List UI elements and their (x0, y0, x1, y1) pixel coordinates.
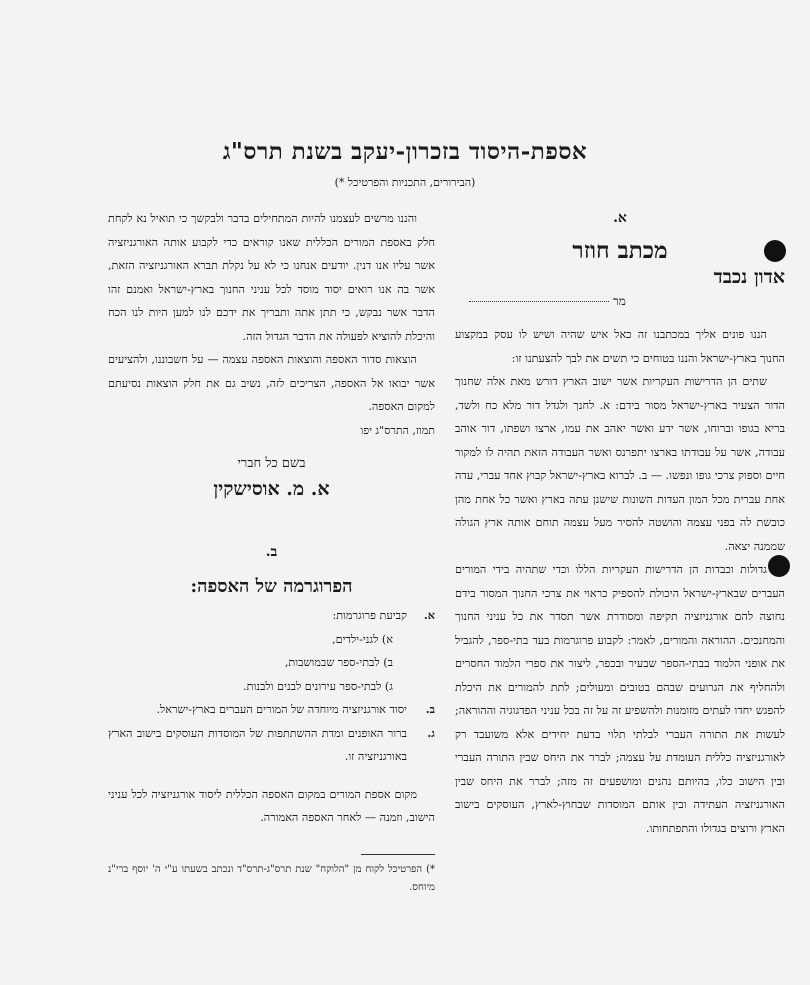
program-closing: מקום אספת המורים במקום האספה הכללית ליסוד אורגניזציה לכל עניני הישוב, וזמנה — לאחר האספה האמורה. (108, 787, 435, 824)
document-subtitle: (הבירורים, התכניות והפרטיכל *) (334, 176, 476, 189)
program-item (108, 604, 435, 628)
addressee: אדון נכבד (713, 266, 785, 288)
program-heading: הפרוגרמה של האספה: (190, 575, 353, 597)
program-item-text: קביעת פרוגרמות: (332, 609, 407, 622)
mr-label: מר (612, 293, 626, 308)
footnote: *) הפרטיכל לקוח מן "הלוקח" שנת תרס"ג-תרס"ד ונכתב בשעתו ע"י ה' יוסף ברי"נ מיוחס. (108, 863, 435, 893)
section-a-mark: א. (613, 210, 627, 226)
left-paragraph-2: הוצאות סדור האספה והוצאות האספה עצמה — על חשבוננו, ולהציעים אשר יבואו אל האספה, הצריכים לזה, נשיב גם את חלק הוצאות נסיעתם למקום האספה. (108, 353, 435, 413)
right-paragraph-3: גדולות וכבדות הן הדרישות העקריות הללו וכדי שתהיה בידי המורים העברים שבארץ-ישראל היכולת להספיק כראוי את צרכי החנוך המסור בידם נחוצה להם אורגניזציה תקיפה ומסודרת אשר תסדר את כל עניני החנוך והמחנכים. ההוראה והמורים, לאמר: לקבוע פרוגרמות בעד בתי-ספר, להגביל את אופני הלמוד בבתי-הספר שבעיר ובכפר, ליצור את ספרי הלמוד החסרים ולהחליף את הגרועים שבהם בטובים ומעולים; לתת להמורים את היכלת להפגש יחדו לעתים מזומנות ולהשפיע זה על זה בכל עניני הפדגוגיה וההוראה; לעשות את התורה העברי לבלתי תלוי בדעת יחידים אלא משועבד רק לאורגניזציה כללית העומדת על עצמה; לברר את היחס שבין התורה העברי ובין הישוב כלו, בהיותם נהנים ומושפעים זה מזה; לברר את היחס שבין האורגניזציה העתידה ובין אותם המוסדות שבחוץ-לארץ, העוסקים בישוב הארץ ורוצים בגדולו והתפתחותו. (455, 563, 785, 835)
program-item (108, 722, 435, 769)
circular-letter-heading: מכתב חוזר (572, 236, 668, 264)
footnote-rule (361, 854, 435, 855)
mr-dotted-line (469, 301, 609, 302)
letter-date: תמוז, התרס"ג יפו (360, 423, 435, 437)
program-subitem: ב) לבתי-ספר שבמושבות, (284, 656, 393, 669)
left-paragraph-1: והננו מרשים לעצמנו להיות המתחילים בדבר ולבקשך כי תואיל נא לקחת חלק באספת המורים הכללית שאנו קוראים כדי לקבוע אותה האורגניזציה אשר עליו אנו דנין. יודעים אנחנו כי לא על נקלת תברא האורגניזציה הזאת, אשר בה אנו רואים יסוד מוסד לכל עניני החנוך בארץ-ישראל ואמנם זהו הדבר אשר נבקש, כי תתן אתה ותבריך את ידכם לנו למען היות לנו הכח והיכלת להוציא לפעולה את הדבר הגדול הזה. (108, 212, 435, 343)
letter-signature: א. מ. אוסישקין (213, 477, 330, 500)
program-item (108, 698, 435, 722)
right-paragraph-2: שתים הן הדרישות העקריות אשר ישוב הארץ דורש מאת אלה שחנוך הדור הצעיר בארץ-ישראל מסור בידם: א. לחנך ולגדל דור מלא כח ולשד, בריא בגופו וברוחו, אשר ידע ואשר יאהב את עמו, ארצו ושפתו, דור אוהב עבודה, אשר על עבודתו בארצו יתפרנס ואשר העבודה הזאת תהיה לו למקור חיים וספוק צרכי גופו ונפשו. — ב. לברוא בארץ-ישראל קבוץ אחד עברי, עדה אחת עברית מכל המון העדות השונות שישנן עתה בארץ ואשר כל אחת מהן כובשת לה בפני עצמה והושטה להסיר מעל עצמה תוחם אותה ארץ הגולה שממנה יצאה. (455, 375, 785, 553)
program-item-number: ב. (425, 702, 435, 716)
letter-greeting: בשם כל חברי (237, 456, 306, 471)
program-subitem: א) לגני-ילדים, (332, 632, 393, 646)
mr-line (465, 290, 785, 314)
document-title: אספת-היסוד בזכרון-יעקב בשנת תרס"ג (222, 138, 588, 165)
section-b-mark: ב. (265, 544, 278, 560)
program-item-number: ג. (427, 725, 435, 740)
program-item-text: יסוד אורגניזציה מיוחדה של המורים העברים בארץ-ישראל. (156, 703, 407, 716)
program-item-text: ברור האופנים ומדת ההשתתפות של המוסדות העוסקים בישוב הארץ באורגניזציה זו. (108, 726, 407, 763)
right-column (455, 207, 785, 840)
right-paragraph-1: הננו פונים אליך במכתבנו זה כאל איש שהיה ושיש לו עסק במקצוע החנוך בארץ-ישראל והננו בטוחים כי תשים את לבך להצעתנו זו: (455, 328, 785, 365)
program-subitem: ג) לבתי-ספר עירונים לבנים ולבנות. (243, 679, 393, 693)
left-column (108, 207, 435, 897)
program-item-number: א. (423, 608, 435, 622)
